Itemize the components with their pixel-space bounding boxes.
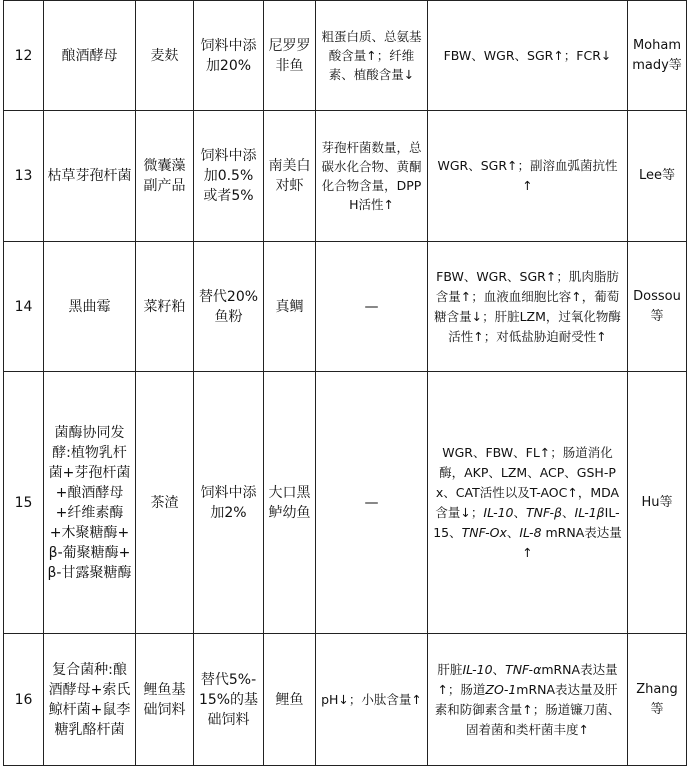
strain-cell: 枯草芽孢杆菌 [44,111,136,242]
change-cell: — [316,242,428,372]
change-cell: 芽孢杆菌数量，总碳水化合物、黄酮化合物含量，DPPH活性↑ [316,111,428,242]
usage-cell: 饲料中添加0.5%或者5% [194,111,264,242]
gene-name: IL-8 [519,524,542,540]
table-row [4,1,687,111]
effect-text: WGR、FBW、FL↑；肠道消化酶，AKP、LZM、ACP、GSH-Px、CAT活性以及T-AOC↑，MDA含量↓； [435,444,620,520]
effect-cell: WGR、SGR↑；副溶血弧菌抗性↑ [428,111,628,242]
change-cell: — [316,372,428,634]
separator-text: 、 [506,524,520,540]
separator-text: 、 [562,504,575,520]
effect-text: mRNA表达量↑ [522,524,622,560]
effect-cell: FBW、WGR、SGR↑；FCR↓ [428,1,628,111]
reference-cell: Mohammady等 [628,1,687,111]
table-row [4,242,687,372]
data-table [3,0,687,766]
substrate-cell: 微囊藻副产品 [136,111,194,242]
row-number: 15 [4,372,44,634]
table-row [4,372,687,634]
species-cell: 尼罗罗非鱼 [264,1,316,111]
row-number: 13 [4,111,44,242]
separator-text: 、 [513,504,527,520]
row-number: 14 [4,242,44,372]
strain-cell: 复合菌种:酿酒酵母+索氏鲸杆菌+鼠李糖乳酪杆菌 [44,634,136,766]
usage-cell: 饲料中添加20% [194,1,264,111]
gene-name: TNF-α [505,661,542,677]
gene-name: IL-1β [574,504,605,520]
change-cell: pH↓；小肽含量↑ [316,634,428,766]
strain-cell: 菌酶协同发酵:植物乳杆菌+芽孢杆菌+酿酒酵母+纤维素酶+木聚糖酶+β-葡聚糖酶+β-甘露聚糖酶 [44,372,136,634]
usage-cell: 饲料中添加2% [194,372,264,634]
row-number: 12 [4,1,44,111]
effect-cell [428,634,628,766]
effect-text: mRNA表达量↑；肠道 [437,661,618,697]
gene-name: ZO-1 [485,681,517,697]
strain-cell: 酿酒酵母 [44,1,136,111]
reference-cell: Zhang等 [628,634,687,766]
gene-name: IL-10 [462,661,493,677]
separator-text: IL-15、 [433,504,620,540]
species-cell: 南美白对虾 [264,111,316,242]
strain-cell: 黑曲霉 [44,242,136,372]
substrate-cell: 茶渣 [136,372,194,634]
species-cell: 真鲷 [264,242,316,372]
reference-cell: Lee等 [628,111,687,242]
row-number: 16 [4,634,44,766]
gene-name: TNF-β [526,504,562,520]
gene-name: TNF-Ox [461,524,507,540]
species-cell: 大口黑鲈幼鱼 [264,372,316,634]
effect-cell: FBW、WGR、SGR↑；肌肉脂肪含量↑；血液血细胞比容↑，葡萄糖含量↓；肝脏LZM，过氧化物酶活性↑；对低盐胁迫耐受性↑ [428,242,628,372]
gene-name: IL-10 [483,504,514,520]
separator-text: 、 [492,661,506,677]
change-cell: 粗蛋白质、总氨基酸含量↑；纤维素、植酸含量↓ [316,1,428,111]
usage-cell: 替代20%鱼粉 [194,242,264,372]
substrate-cell: 鲤鱼基础饲料 [136,634,194,766]
effect-text: 肝脏 [437,661,463,677]
species-cell: 鲤鱼 [264,634,316,766]
reference-cell: Hu等 [628,372,687,634]
substrate-cell: 菜籽粕 [136,242,194,372]
usage-cell: 替代5%-15%的基础饲料 [194,634,264,766]
effect-text: mRNA表达量及肝素和防御素含量↑；肠道镰刀菌、固着菌和类杆菌丰度↑ [434,681,621,737]
reference-cell: Dossou等 [628,242,687,372]
substrate-cell: 麦麸 [136,1,194,111]
table-row [4,111,687,242]
effect-cell [428,372,628,634]
table-row [4,634,687,766]
